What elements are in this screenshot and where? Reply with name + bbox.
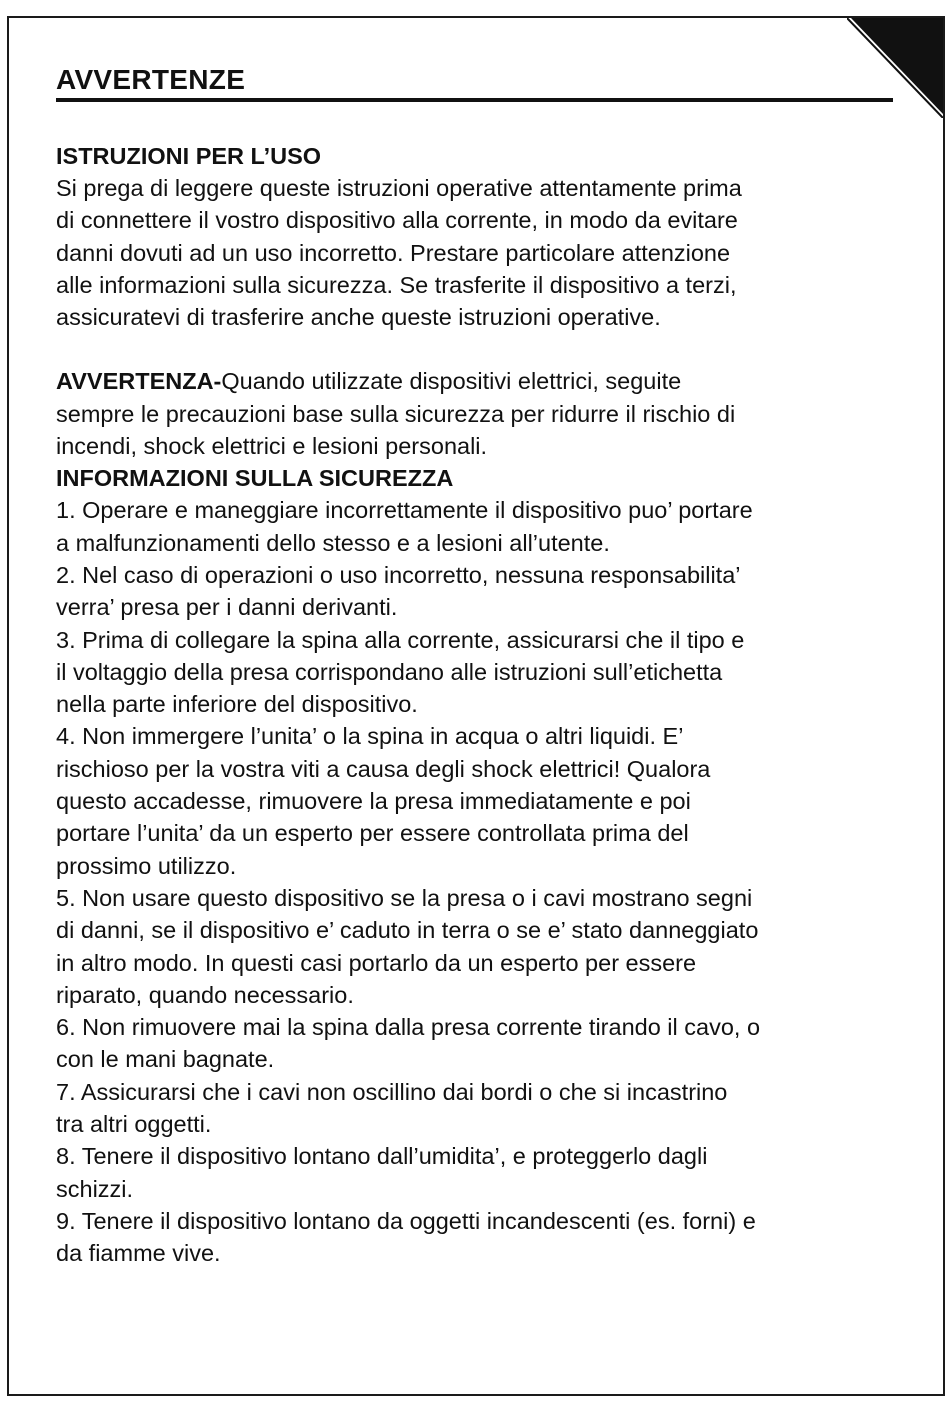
safety-item-line: con le mani bagnate. (56, 1046, 275, 1073)
safety-item-line: 3. Prima di collegare la spina alla corrente, assicurarsi che il tipo e (56, 626, 745, 653)
instructions-line: Si prega di leggere queste istruzioni operative attentamente prima (56, 175, 742, 201)
safety-item-line: da fiamme vive. (56, 1240, 221, 1267)
safety-item (56, 559, 896, 624)
safety-item-line: 7. Assicurarsi che i cavi non oscillino dai bordi o che si incastrino (56, 1078, 728, 1105)
safety-item (56, 882, 896, 1011)
safety-item-line: 2. Nel caso di operazioni o uso incorretto, nessuna responsabilita’ (56, 561, 741, 588)
title-divider (56, 98, 893, 102)
safety-item (56, 1205, 896, 1270)
spacer (56, 333, 896, 365)
warning-line: sempre le precauzioni base sulla sicurezza per ridurre il rischio di (56, 400, 736, 427)
safety-item (56, 1140, 896, 1205)
safety-item-line: verra’ presa per i danni derivanti. (56, 594, 398, 621)
instructions-heading: ISTRUZIONI PER L’USO (56, 143, 322, 169)
safety-item-line: portare l’unita’ da un esperto per essere controllata prima del (56, 820, 689, 847)
warning-paragraph (56, 365, 896, 462)
safety-item-line: 9. Tenere il dispositivo lontano da oggetti incandescenti (es. forni) e (56, 1207, 756, 1234)
page-title: AVVERTENZE (56, 64, 246, 95)
safety-item-line: il voltaggio della presa corrispondano alle istruzioni sull’etichetta (56, 658, 723, 685)
safety-item-line: 1. Operare e maneggiare incorrettamente il dispositivo puo’ portare (56, 497, 753, 524)
safety-item (56, 494, 896, 559)
safety-list (56, 494, 896, 1269)
safety-item (56, 1076, 896, 1141)
warning-line (56, 365, 896, 397)
safety-item-line: a malfunzionamenti dello stesso e a lesioni all’utente. (56, 529, 610, 556)
safety-item-line: 4. Non immergere l’unita’ o la spina in acqua o altri liquidi. E’ (56, 723, 684, 750)
safety-item-line: nella parte inferiore del dispositivo. (56, 691, 418, 718)
safety-item-line: 5. Non usare questo dispositivo se la presa o i cavi mostrano segni (56, 884, 753, 911)
safety-item-line: prossimo utilizzo. (56, 852, 237, 879)
instructions-line: di connettere il vostro dispositivo alla corrente, in modo da evitare (56, 207, 738, 234)
safety-item-line: questo accadesse, rimuovere la presa immediatamente e poi (56, 788, 691, 815)
safety-item-line: 6. Non rimuovere mai la spina dalla presa corrente tirando il cavo, o (56, 1014, 761, 1041)
safety-item-line: schizzi. (56, 1175, 134, 1202)
safety-item-line: tra altri oggetti. (56, 1111, 212, 1138)
safety-item-line: 8. Tenere il dispositivo lontano dall’umidita’, e proteggerlo dagli (56, 1143, 708, 1170)
warning-text: Quando utilizzate dispositivi elettrici, seguite (221, 368, 682, 395)
safety-item (56, 720, 896, 881)
instructions-paragraph (56, 172, 896, 333)
safety-item-line: in altro modo. In questi casi portarlo da un esperto per essere (56, 949, 697, 976)
instructions-line: alle informazioni sulla sicurezza. Se trasferite il dispositivo a terzi, (56, 271, 737, 298)
safety-item (56, 624, 896, 721)
safety-item-line: rischioso per la vostra viti a causa degli shock elettrici! Qualora (56, 755, 711, 782)
safety-item-line: di danni, se il dispositivo e’ caduto in terra o se e’ stato danneggiato (56, 917, 759, 944)
warning-line: incendi, shock elettrici e lesioni personali. (56, 433, 488, 460)
instructions-line: assicuratevi di trasferire anche queste istruzioni operative. (56, 304, 661, 331)
safety-item (56, 1011, 896, 1076)
warning-label: AVVERTENZA- (56, 368, 222, 395)
instructions-line: danni dovuti ad un uso incorretto. Prestare particolare attenzione (56, 239, 731, 266)
safety-heading: INFORMAZIONI SULLA SICUREZZA (56, 465, 454, 492)
document-content (56, 62, 896, 1270)
safety-item-line: riparato, quando necessario. (56, 981, 354, 1008)
